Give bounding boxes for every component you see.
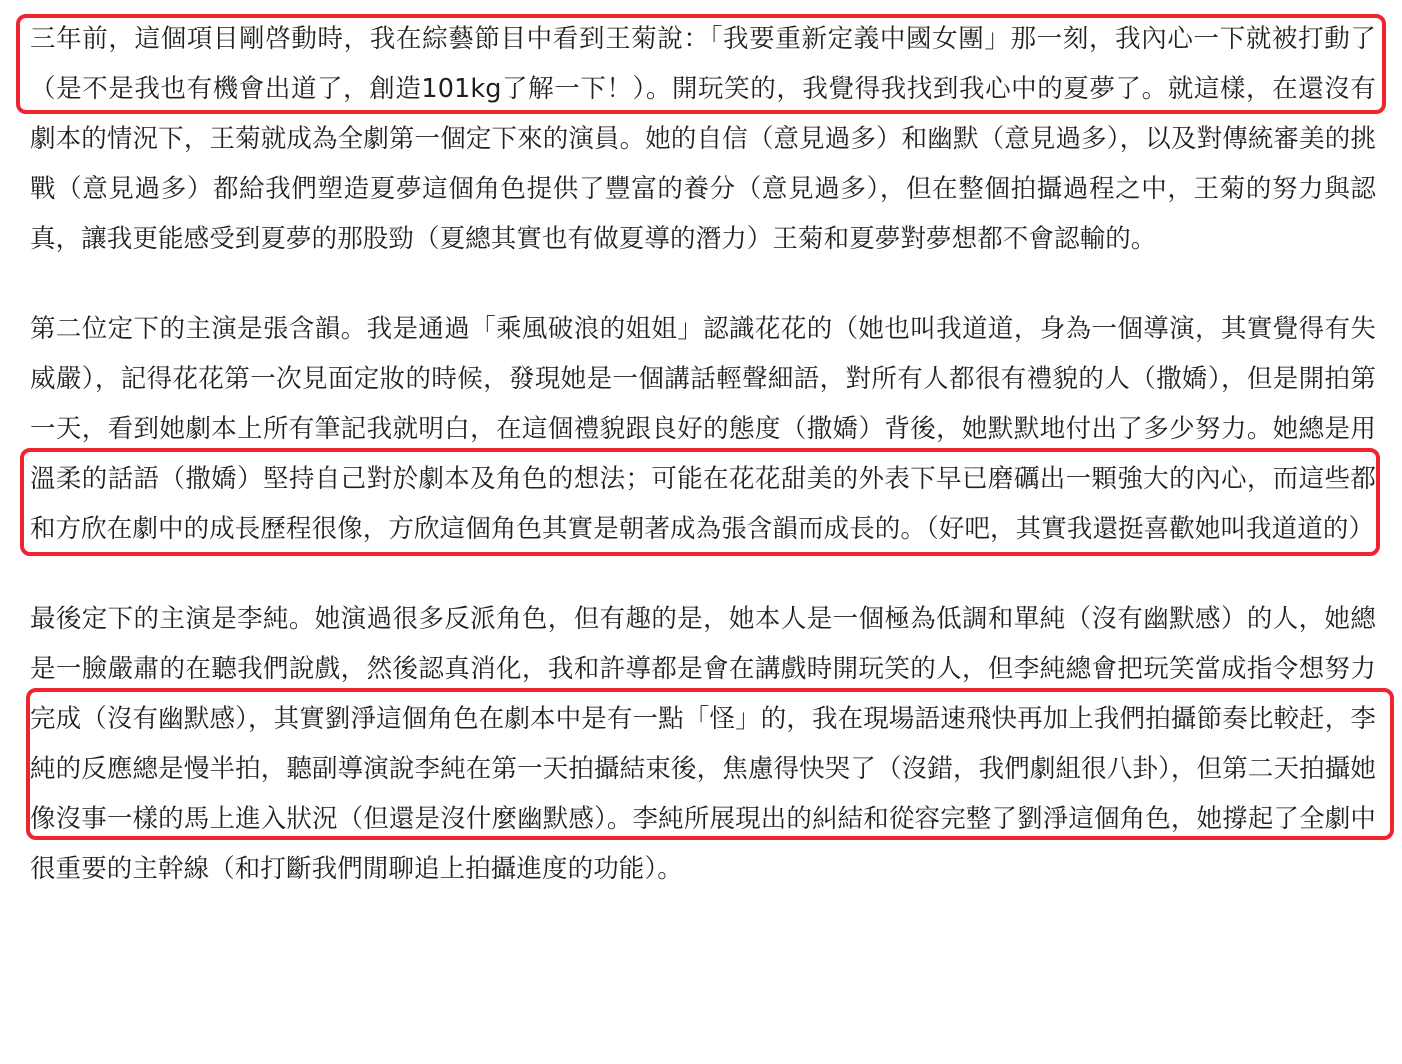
paragraph-li-chun: 最後定下的主演是李純。她演過很多反派角色，但有趣的是，她本人是一個極為低調和單純（沒有幽默感）的人，她總是一臉嚴肅的在聽我們說戲，然後認真消化，我和許導都是會在講戲時開玩笑的人，但李純總會把玩笑當成指令想努力完成（沒有幽默感），其實劉淨這個角色在劇本中是有一點「怪」的，我在現場語速飛快再加上我們拍攝節奏比較赶，李純的反應總是慢半拍，聽副導演說李純在第一天拍攝結束後，焦慮得快哭了（沒錯，我們劇組很八卦），但第二天拍攝她像沒事一樣的馬上進入狀況（但還是沒什麼幽默感）。李純所展現出的糾結和從容完整了劉淨這個角色，她撐起了全劇中很重要的主幹線（和打斷我們閒聊追上拍攝進度的功能）。	[30, 604, 1376, 884]
paragraph-zhang-hanyun: 第二位定下的主演是張含韻。我是通過「乘風破浪的姐姐」認識花花的（她也叫我道道，身為一個導演，其實覺得有失威嚴），記得花花第一次見面定妝的時候，發現她是一個講話輕聲細語，對所有人都很有禮貌的人（撒嬌），但是開拍第一天，看到她劇本上所有筆記我就明白，在這個禮貌跟良好的態度（撒嬌）背後，她默默地付出了多少努力。她總是用溫柔的話語（撒嬌）堅持自己對於劇本及角色的想法；可能在花花甜美的外表下早已磨礪出一顆強大的內心，而這些都和方欣在劇中的成長歷程很像，方欣這個角色其實是朝著成為張含韻而成長的。（好吧，其實我還挺喜歡她叫我道道的）	[30, 314, 1376, 544]
paragraph-wang-ju: 三年前，這個項目剛啓動時，我在綜藝節目中看到王菊說：「我要重新定義中國女團」那一刻，我內心一下就被打動了（是不是我也有機會出道了，創造101kg了解一下！）。開玩笑的，我覺得我找到我心中的夏夢了。就這樣，在還沒有劇本的情況下，王菊就成為全劇第一個定下來的演員。她的自信（意見過多）和幽默（意見過多），以及對傳統審美的挑戰（意見過多）都給我們塑造夏夢這個角色提供了豐富的養分（意見過多），但在整個拍攝過程之中，王菊的努力與認真，讓我更能感受到夏夢的那股勁（夏總其實也有做夏導的潛力）王菊和夏夢對夢想都不會認輸的。	[30, 24, 1376, 254]
article-body	[30, 14, 1376, 894]
